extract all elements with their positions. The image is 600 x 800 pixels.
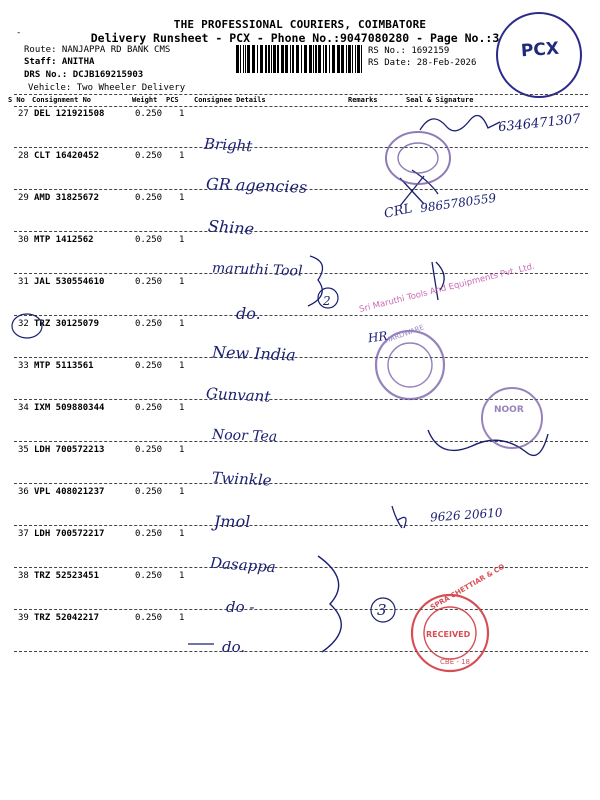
row-sno: 31: [18, 277, 29, 287]
vehicle-label: Vehicle: Two Wheeler Delivery: [28, 83, 186, 93]
dash-mark: -: [16, 28, 22, 38]
row-sno: 39: [18, 613, 29, 623]
row-consignment-no: IXM 509880344: [34, 403, 105, 413]
row-weight: 0.250: [135, 403, 163, 413]
row-pcs: 1: [179, 529, 185, 539]
row-weight: 0.250: [135, 487, 163, 497]
handwritten-consignee: maruthi Tool: [211, 260, 303, 280]
row-sno: 28: [18, 151, 29, 161]
received-stamp-label: RECEIVED: [426, 630, 471, 639]
handwritten-signature: CRL: [382, 201, 414, 222]
row-consignment-no: TRZ 52042217: [34, 613, 100, 623]
bracket-mark-icon: [318, 556, 341, 652]
rs-date: RS Date: 28-Feb-2026: [368, 58, 477, 68]
row-weight: 0.250: [135, 193, 163, 203]
noor-stamp-text: NOOR: [494, 405, 524, 415]
row-consignment-no: VPL 408021237: [34, 487, 105, 497]
row-pcs: 1: [179, 403, 185, 413]
row-pcs: 1: [179, 151, 185, 161]
row-pcs: 1: [179, 319, 185, 329]
circle-mark-icon: [12, 314, 42, 338]
handwritten-consignee: do -: [226, 598, 255, 616]
received-stamp-name: SPRA CHETTIAR & CO: [429, 562, 507, 612]
handwritten-phone: 9865780559: [419, 190, 497, 216]
handwritten-consignee: GR agencies: [205, 174, 308, 197]
noor-seal-stamp: [482, 388, 542, 448]
handwritten-consignee: do.: [222, 638, 246, 656]
row-pcs: 1: [179, 277, 185, 287]
handwritten-mark: 2: [323, 294, 331, 308]
handwritten-consignee: Shine: [207, 216, 255, 239]
row-sno: 29: [18, 193, 29, 203]
signature-scribble-icon: [392, 506, 406, 528]
row-consignment-no: MTP 5113561: [34, 361, 94, 371]
row-weight: 0.250: [135, 445, 163, 455]
row-sno: 27: [18, 109, 29, 119]
row-consignment-no: LDH 700572217: [34, 529, 105, 539]
row-consignment-no: JAL 530554610: [34, 277, 105, 287]
row-consignment-no: DEL 121921508: [34, 109, 105, 119]
bracket-mark-icon: [308, 256, 323, 306]
row-sno: 33: [18, 361, 29, 371]
col-weight: Weight: [132, 96, 158, 104]
row-sno: 38: [18, 571, 29, 581]
row-weight: 0.250: [135, 109, 163, 119]
col-pcs: PCS: [166, 96, 179, 104]
handwritten-consignee: New India: [211, 342, 297, 365]
row-sno: 36: [18, 487, 29, 497]
company-title: THE PROFESSIONAL COURIERS, COIMBATORE: [173, 18, 427, 31]
row-pcs: 1: [179, 361, 185, 371]
row-weight: 0.250: [135, 277, 163, 287]
handwritten-signature: HR: [367, 328, 389, 346]
row-pcs: 1: [179, 445, 185, 455]
col-remarks: Remarks: [348, 96, 378, 104]
row-pcs: 1: [179, 487, 185, 497]
hardware-stamp-text: HARDWARE: [383, 323, 426, 345]
handwritten-mark: 3: [377, 601, 387, 619]
handwritten-consignee: Bright: [203, 134, 253, 156]
pcx-stamp-label: PCX: [520, 38, 560, 62]
row-weight: 0.250: [135, 529, 163, 539]
row-weight: 0.250: [135, 613, 163, 623]
row-sno: 32: [18, 319, 29, 329]
row-consignment-no: TRZ 30125079: [34, 319, 100, 329]
route-label: Route: NANJAPPA RD BANK CMS: [24, 45, 171, 55]
handwritten-consignee: Twinkle: [211, 468, 272, 490]
staff-label: Staff: ANITHA: [24, 57, 95, 67]
handwritten-consignee: Jmol: [214, 512, 251, 531]
handwritten-phone: 9626 20610: [429, 505, 503, 525]
row-sno: 35: [18, 445, 29, 455]
col-consignee: Consignee Details: [194, 96, 266, 104]
row-sno: 30: [18, 235, 29, 245]
col-seal: Seal & Signature: [406, 96, 474, 104]
row-weight: 0.250: [135, 361, 163, 371]
row-pcs: 1: [179, 109, 185, 119]
row-consignment-no: MTP 1412562: [34, 235, 94, 245]
maruthi-stamp-text: Sri Maruthi Tools And Equipments Pvt. Ltd.: [358, 261, 536, 315]
signature-scribble-icon: [420, 116, 500, 131]
row-consignment-no: LDH 700572213: [34, 445, 105, 455]
handwritten-consignee: Dasappa: [209, 553, 277, 577]
row-consignment-no: CLT 16420452: [34, 151, 100, 161]
drs-number: DRS No.: DCJB169215903: [24, 70, 144, 80]
col-sno: S No: [8, 96, 25, 104]
row-sno: 34: [18, 403, 29, 413]
row-pcs: 1: [179, 613, 185, 623]
row-consignment-no: TRZ 52523451: [34, 571, 100, 581]
row-sno: 37: [18, 529, 29, 539]
runsheet-subtitle: Delivery Runsheet - PCX - Phone No.:9047080280 - Page No.:3: [90, 31, 500, 45]
handwritten-phone: 6346471307: [497, 111, 582, 136]
row-weight: 0.250: [135, 571, 163, 581]
handwritten-consignee: do.: [236, 304, 261, 323]
row-pcs: 1: [179, 235, 185, 245]
purple-seal-stamp: [386, 132, 450, 184]
rs-number: RS No.: 1692159: [368, 46, 450, 56]
row-consignment-no: AMD 31825672: [34, 193, 100, 203]
received-seal-stamp: [412, 563, 506, 671]
col-consignment: Consignment No: [32, 96, 92, 104]
received-stamp-city: CBE - 18: [440, 658, 470, 666]
row-weight: 0.250: [135, 319, 163, 329]
row-weight: 0.250: [135, 235, 163, 245]
handwritten-consignee: Noor Tea: [211, 426, 278, 446]
row-pcs: 1: [179, 193, 185, 203]
handwritten-consignee: Gunvant: [205, 384, 271, 406]
row-weight: 0.250: [135, 151, 163, 161]
row-pcs: 1: [179, 571, 185, 581]
